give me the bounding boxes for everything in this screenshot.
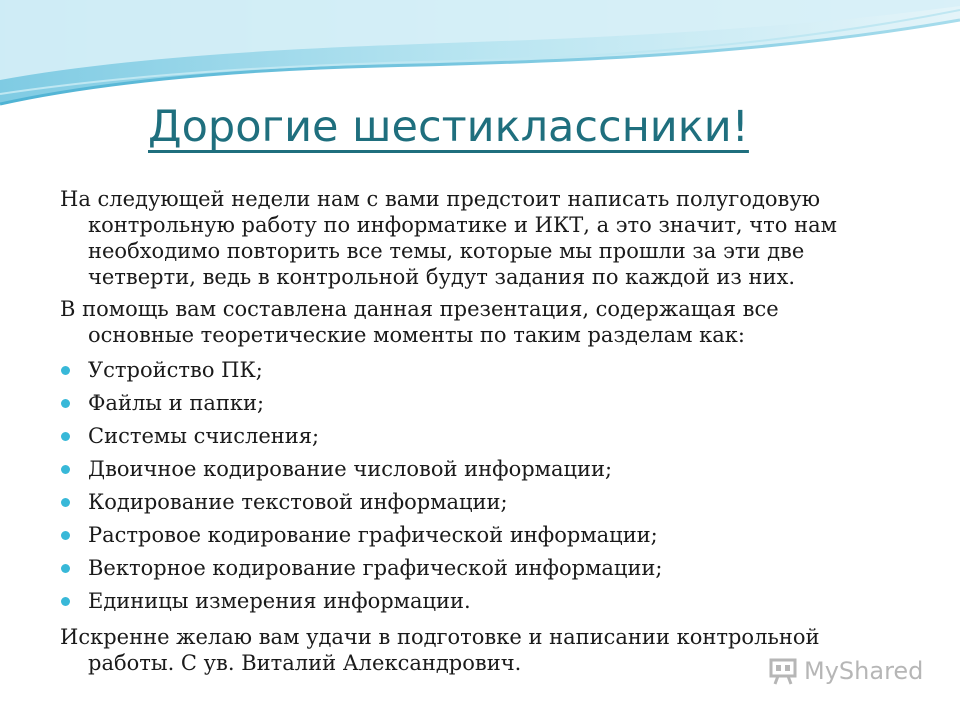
list-item: Векторное кодирование графической информации; (60, 552, 890, 585)
intro-paragraph: На следующей недели нам с вами предстоит написать полугодовую контрольную работу по информатике и ИКТ, а это значит, что нам необходимо повторить все темы, которые мы прошли за эти две четверти, ведь в контрольной будут задания по каждой из них. (60, 187, 837, 289)
closing-paragraph: Искренне желаю вам удачи в подготовке и написании контрольной работы. С ув. Виталий Александрович. (60, 625, 820, 675)
bullet-icon (61, 366, 70, 375)
bullet-icon (61, 564, 70, 573)
list-item: Системы счисления; (60, 420, 890, 453)
topic-list (60, 354, 890, 618)
watermark (768, 657, 923, 685)
slide-content (60, 186, 890, 682)
help-paragraph: В помощь вам составлена данная презентация, содержащая все основные теоретические моменты по таким разделам как: (60, 297, 779, 347)
bullet-icon (61, 465, 70, 474)
bullet-icon (61, 531, 70, 540)
list-item: Двоичное кодирование числовой информации; (60, 453, 890, 486)
list-item: Растровое кодирование графической информации; (60, 519, 890, 552)
bullet-icon (61, 597, 70, 606)
list-item: Устройство ПК; (60, 354, 890, 387)
list-item: Единицы измерения информации. (60, 585, 890, 618)
bullet-icon (61, 498, 70, 507)
page-title: Дорогие шестиклассники! (148, 102, 749, 152)
bullet-icon (61, 399, 70, 408)
watermark-text: MyShared (804, 657, 924, 685)
bullet-icon (61, 432, 70, 441)
list-item: Кодирование текстовой информации; (60, 486, 890, 519)
presentation-icon (768, 657, 798, 685)
list-item: Файлы и папки; (60, 387, 890, 420)
